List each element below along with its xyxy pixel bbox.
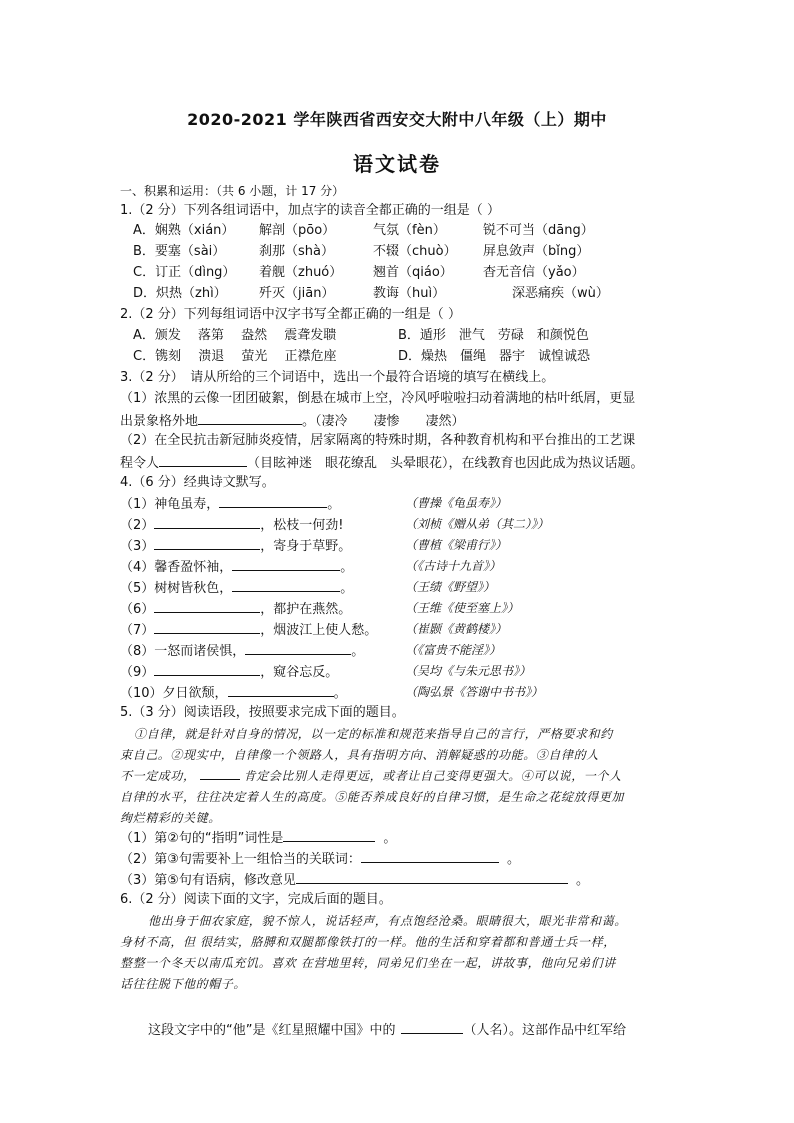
- answer-blank[interactable]: [200, 766, 240, 780]
- q3-part2-line2: 程令人 （目眩神迷 眼花缭乱 头晕眼花），在线教育也因此成为热议话题。: [120, 453, 644, 473]
- q1-option-b2: 刹那（shà）: [259, 244, 334, 259]
- q1-option-a1: A．娴熟（xián）: [133, 223, 235, 238]
- q5-passage-line: 不一定成功， 肯定会比别人走得更远，或者让自己变得更强大。④可以说，一个人: [120, 766, 622, 787]
- q3-part1-line1: （1）浓黑的云像一团团破絮，倒悬在城市上空，冷风呼啦啦扫动着满地的枯叶纸屑，更显: [120, 391, 636, 406]
- q5-subquestion-2: （2）第③句需要补上一组恰当的关联词： 。: [120, 849, 520, 869]
- answer-blank[interactable]: [154, 599, 260, 613]
- q4-item: （9） ，窥谷忘反。: [120, 662, 338, 682]
- q6-passage-line: 他出身于佃农家庭，貌不惊人，说话轻声，有点饱经沧桑。眼睛很大，眼光非常和蔼。: [148, 914, 627, 928]
- q5-passage-line: 自律的水平，往往决定着人生的高度。⑤能否养成良好的自律习惯，是生命之花绽放得更加: [120, 790, 625, 804]
- q5-subquestion-1: （1）第②句的“指明”词性是 。: [120, 828, 396, 848]
- q2-stem: 2.（2 分）下列每组词语中汉字书写全都正确的一组是（ ）: [120, 307, 461, 322]
- answer-blank[interactable]: [232, 578, 340, 592]
- q4-source: （《富贵不能淫》）: [405, 643, 502, 657]
- answer-blank[interactable]: [154, 662, 260, 676]
- q1-option-d3: 教诲（huì）: [373, 286, 446, 301]
- q1-option-d2: 歼灭（jiān）: [259, 286, 335, 301]
- q4-source: （曹操《龟虽寿》）: [405, 496, 508, 510]
- q5-subquestion-3: （3）第⑤句有语病，修改意见 。: [120, 870, 589, 890]
- q4-source: （王维《使至塞上》）: [405, 601, 520, 615]
- q4-source: （崔颢《黄鹤楼》）: [405, 622, 508, 636]
- q5-passage-line: 绚烂精彩的关键。: [120, 811, 221, 825]
- q6-stem: 6.（2 分）阅读下面的文字，完成后面的题目。: [120, 892, 392, 907]
- q1-option-b3: 不辍（chuò）: [373, 244, 457, 259]
- q5-passage-line: 束自己。②现实中，自律像一个领路人，具有指明方向、消解疑惑的功能。③自律的人: [120, 748, 599, 762]
- q3-part1-line2: 出景象格外地 。（凄冷 凄惨 凄然）: [120, 411, 465, 431]
- q4-item: （7） ，烟波江上使人愁。: [120, 620, 377, 640]
- q4-item: （8）一怒而诸侯惧， 。: [120, 641, 364, 661]
- q1-option-c2: 着舰（zhuó）: [259, 265, 343, 280]
- q5-passage-line: ①自律，就是针对自身的情况，以一定的标准和规范来指导自己的言行，严格要求和约: [134, 727, 613, 741]
- q5-stem: 5.（3 分）阅读语段，按照要求完成下面的题目。: [120, 705, 405, 720]
- q1-option-b1: B．要塞（sài）: [133, 244, 226, 259]
- q1-option-d1: D．炽热（zhì）: [133, 286, 227, 301]
- answer-blank[interactable]: [228, 683, 334, 697]
- subject-title: 语文试卷: [353, 152, 441, 176]
- exam-title: 2020-2021 学年陕西省西安交大附中八年级（上）期中: [187, 110, 607, 129]
- q2-option-a: A．颁发 落第 盎然 震聋发聩: [133, 328, 337, 343]
- answer-blank[interactable]: [198, 411, 302, 425]
- q4-source: （《古诗十九首》）: [405, 559, 502, 573]
- q4-item: （1）神龟虽寿， 。: [120, 494, 340, 514]
- q4-source: （刘桢《赠从弟（其二）》）: [405, 517, 550, 531]
- answer-blank[interactable]: [154, 620, 260, 634]
- answer-blank[interactable]: [401, 1020, 463, 1034]
- q4-source: （吴均《与朱元思书》）: [405, 664, 532, 678]
- q6-question: 这段文字中的“他”是《红星照耀中国》中的 （人名）。这部作品中红军给: [148, 1020, 626, 1040]
- q4-item: （2） ，松枝一何劲!: [120, 515, 344, 535]
- q1-option-b4: 屏息敛声（bǐng）: [483, 244, 590, 259]
- q4-source: （陶弘景《答谢中书书》）: [405, 685, 544, 699]
- answer-blank[interactable]: [154, 515, 260, 529]
- q6-passage-line: 整整一个冬天以南瓜充饥。喜欢 在营地里转，同弟兄们坐在一起，讲故事，他向兄弟们讲: [120, 956, 616, 970]
- answer-blank[interactable]: [245, 641, 351, 655]
- q4-source: （曹植《梁甫行》）: [405, 538, 508, 552]
- q2-option-d: D．燥热 僵绳 器宇 诚惶诚恐: [398, 349, 591, 364]
- q4-source: （王绩《野望》）: [405, 580, 496, 594]
- answer-blank[interactable]: [232, 557, 340, 571]
- q1-option-c4: 杳无音信（yǎo）: [483, 265, 585, 280]
- q1-option-a2: 解剖（pōo）: [259, 223, 336, 238]
- q1-stem: 1.（2 分）下列各组词语中，加点字的读音全都正确的一组是（ ）: [120, 203, 500, 218]
- section-heading: 一、积累和运用：（共 6 小题，计 17 分）: [120, 184, 345, 198]
- answer-blank[interactable]: [159, 453, 247, 467]
- q1-option-c3: 翘首（qiáo）: [373, 265, 453, 280]
- q4-item: （5）树树皆秋色， 。: [120, 578, 353, 598]
- q4-item: （6） ，都护在燕然。: [120, 599, 351, 619]
- answer-blank[interactable]: [361, 849, 499, 863]
- answer-blank[interactable]: [283, 828, 375, 842]
- q4-item: （4）馨香盈怀袖， 。: [120, 557, 353, 577]
- q1-option-c1: C．订正（dìng）: [133, 265, 236, 280]
- q4-stem: 4.（6 分）经典诗文默写。: [120, 475, 275, 490]
- q2-option-c: C．镌刻 溃退 萤光 正襟危座: [133, 349, 337, 364]
- q1-option-a4: 锐不可当（dāng）: [483, 223, 594, 238]
- q1-option-a3: 气氛（fèn）: [373, 223, 446, 238]
- q4-item: （10）夕日欲颓， 。: [120, 683, 347, 703]
- answer-blank[interactable]: [219, 494, 327, 508]
- answer-blank[interactable]: [296, 870, 568, 884]
- q2-option-b: B．遁形 泄气 劳碌 和颜悦色: [398, 328, 589, 343]
- q4-item: （3） ，寄身于草野。: [120, 536, 351, 556]
- answer-blank[interactable]: [154, 536, 260, 550]
- q3-part2-line1: （2）在全民抗击新冠肺炎疫情，居家隔离的特殊时期，各种教育机构和平台推出的工艺课: [120, 433, 636, 448]
- q6-passage-line: 话往往脱下他的帽子。: [120, 977, 247, 991]
- q6-passage-line: 身材不高，但 很结实，胳膊和双腿都像铁打的一样。他的生活和穿着都和普通士兵一样，: [120, 935, 616, 949]
- q3-stem: 3.（2 分） 请从所给的三个词语中，选出一个最符合语境的填写在横线上。: [120, 370, 555, 385]
- q1-option-d4: 深恶痛疾（wù）: [512, 286, 609, 301]
